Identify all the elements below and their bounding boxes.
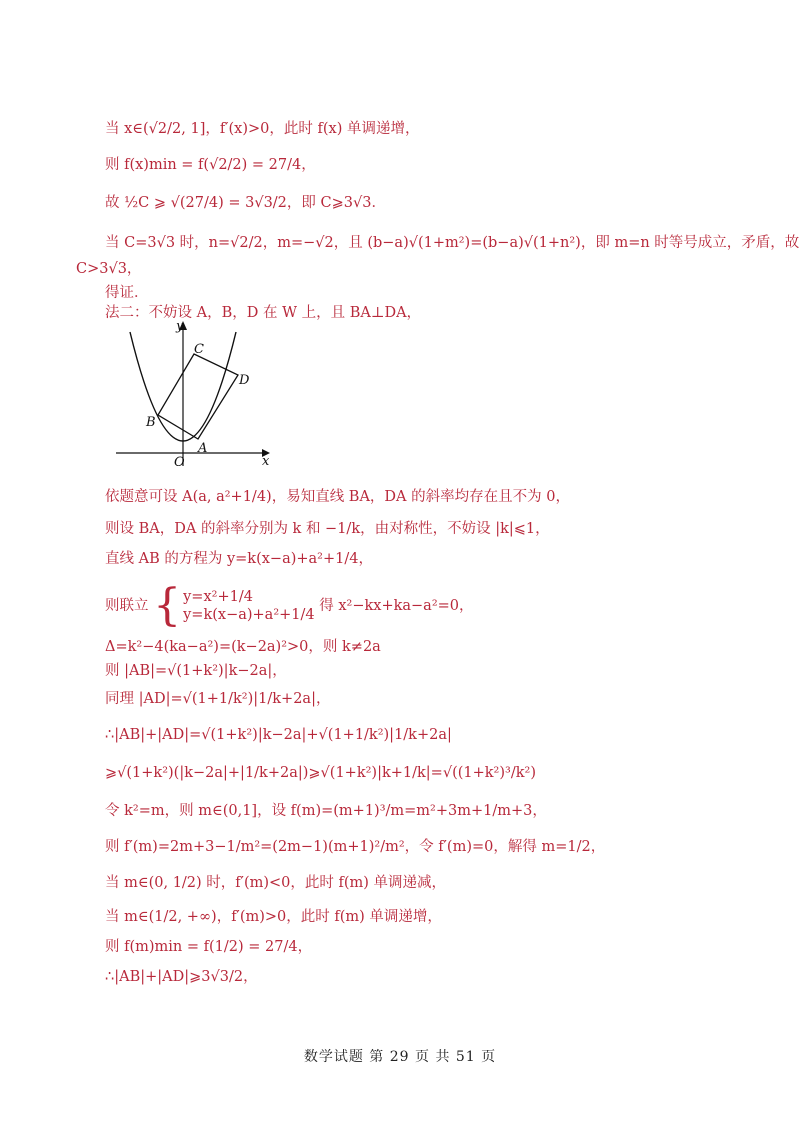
origin-label: O (174, 455, 185, 470)
text-line-8: 依题意可设 A(a, a²+1/4)，易知直线 BA，DA 的斜率均存在且不为 0， (105, 489, 570, 505)
rectangle-abcd (158, 354, 238, 439)
text-line-11 (105, 580, 474, 631)
text-line-1: 当 x∈(√2/2, 1]，f′(x)>0，此时 f(x) 单调递增， (105, 121, 420, 137)
text-line-5: C>3√3， (76, 261, 142, 277)
text-line-21: 则 f(m)min = f(1/2) = 27/4， (105, 939, 313, 955)
parabola-figure (112, 318, 282, 478)
point-label-d: D (239, 373, 250, 388)
text-line-16: ⩾√(1+k²)(|k−2a|+|1/k+2a|)⩾√(1+k²)|k+1/k|=√((1+k²)³/k²) (105, 765, 536, 781)
text-line-10: 直线 AB 的方程为 y=k(x−a)+a²+1/4， (105, 551, 373, 567)
equation-system (153, 580, 315, 631)
text-line-17: 令 k²=m，则 m∈(0,1]，设 f(m)=(m+1)³/m=m²+3m+1/m+3， (105, 803, 547, 819)
text-line-13: 则 |AB|=√(1+k²)|k−2a|， (105, 663, 287, 679)
axis-label-y: y (176, 319, 184, 334)
text-line-4: 当 C=3√3 时，n=√2/2，m=−√2，且 (b−a)√(1+m²)=(b−a)√(1+n²)，即 m=n 时等号成立，矛盾，故 (105, 235, 800, 251)
text-line-18: 则 f′(m)=2m+3−1/m²=(2m−1)(m+1)²/m²，令 f′(m)=0，解得 m=1/2， (105, 839, 606, 855)
system-brace: { (153, 580, 182, 631)
text-line-2: 则 f(x)min = f(√2/2) = 27/4， (105, 157, 316, 173)
text-line-19: 当 m∈(0, 1/2) 时，f′(m)<0，此时 f(m) 单调递减， (105, 875, 447, 891)
text-line-12: Δ=k²−4(ka−a²)=(k−2a)²>0，则 k≠2a (105, 639, 381, 655)
system-equation-1: y=x²+1/4 (183, 588, 253, 605)
axis-label-x: x (262, 454, 270, 469)
system-result: 得 x²−kx+ka−a²=0， (319, 598, 474, 614)
point-label-c: C (194, 342, 204, 357)
text-line-7: 法二：不妨设 A，B，D 在 W 上，且 BA⊥DA， (105, 305, 422, 321)
text-line-14: 同理 |AD|=√(1+1/k²)|1/k+2a|， (105, 691, 331, 707)
text-line-9: 则设 BA，DA 的斜率分别为 k 和 −1/k，由对称性，不妨设 |k|⩽1， (105, 521, 550, 537)
text-line-15: ∴|AB|+|AD|=√(1+k²)|k−2a|+√(1+1/k²)|1/k+2a| (105, 727, 452, 743)
text-line-20: 当 m∈(1/2, +∞)，f′(m)>0，此时 f(m) 单调递增， (105, 909, 442, 925)
system-rows (183, 590, 315, 623)
point-label-a: A (198, 441, 208, 456)
system-equation-2: y=k(x−a)+a²+1/4 (183, 607, 315, 623)
text-line-6: 得证． (105, 285, 149, 301)
text-line-22: ∴|AB|+|AD|⩾3√3/2， (105, 969, 258, 985)
text-line-3: 故 ½C ⩾ √(27/4) = 3√3/2，即 C⩾3√3． (105, 195, 386, 211)
point-label-b: B (146, 415, 156, 430)
system-prefix: 则联立 (105, 598, 149, 614)
page-footer: 数学试题 第 29 页 共 51 页 (303, 1049, 497, 1065)
